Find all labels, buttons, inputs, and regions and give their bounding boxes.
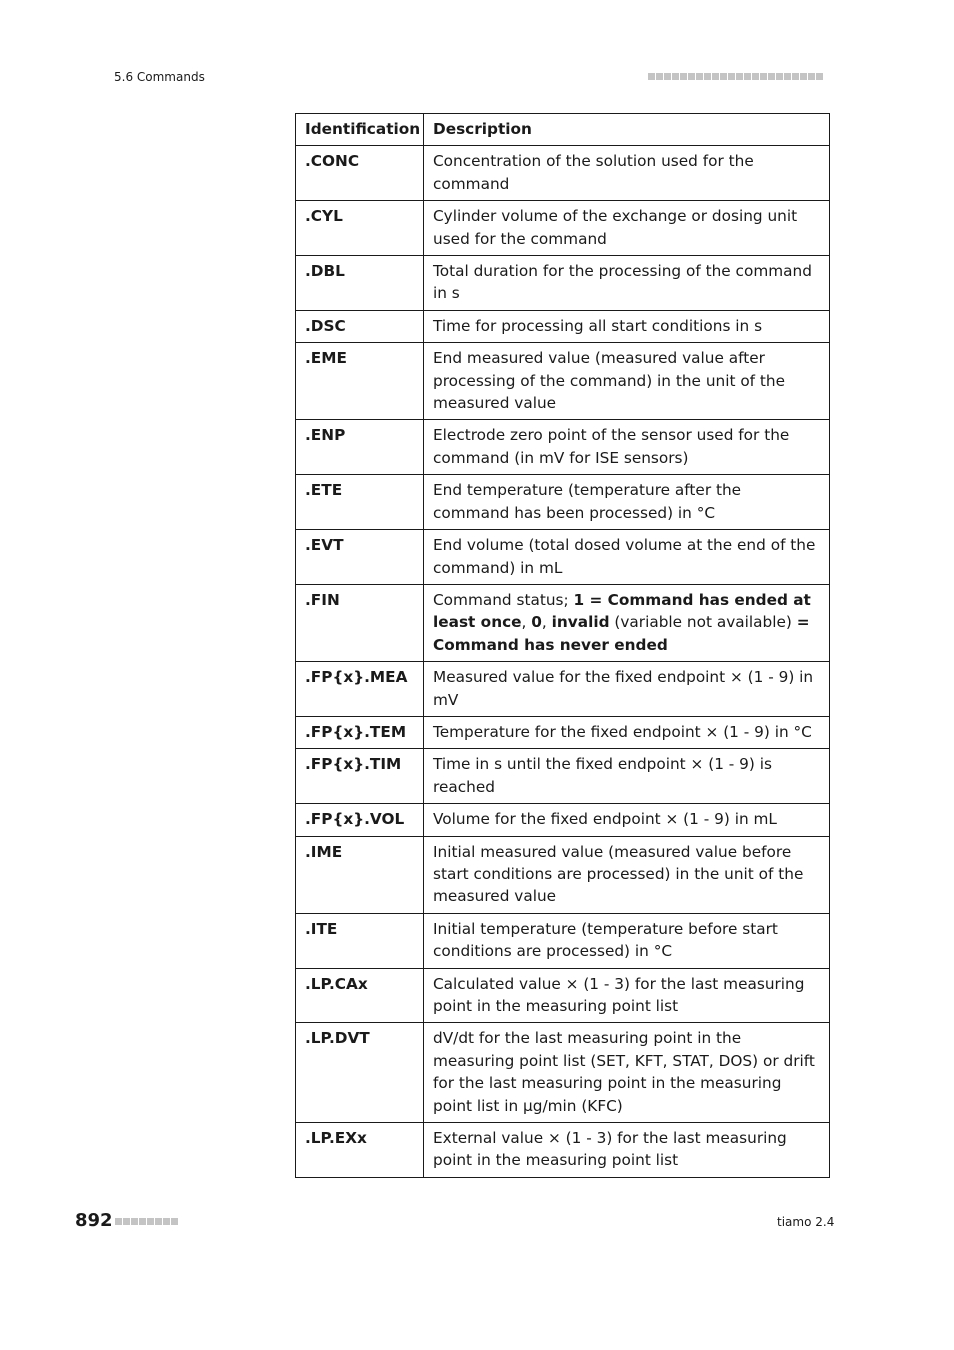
table-row [296, 749, 830, 804]
description-fragment: , [521, 613, 532, 632]
decoration-square [752, 73, 759, 80]
identification-cell: .EVT [296, 530, 424, 585]
table-row [296, 584, 830, 661]
decoration-square [728, 73, 735, 80]
identification-cell: .DBL [296, 256, 424, 311]
column-header-identification: Identification [296, 114, 424, 146]
description-fragment: 0 [531, 613, 542, 632]
product-name: tiamo 2.4 [777, 1215, 835, 1229]
table-row [296, 420, 830, 475]
identification-cell: .FP{x}.TIM [296, 749, 424, 804]
description-cell [424, 584, 830, 661]
identification-cell: .FP{x}.VOL [296, 804, 424, 836]
description-cell: End volume (total dosed volume at the end of the command) in mL [424, 530, 830, 585]
description-fragment: (variable not available) [609, 613, 797, 632]
table-row [296, 201, 830, 256]
decoration-square [656, 73, 663, 80]
decoration-square [139, 1218, 146, 1225]
section-header: 5.6 Commands [114, 70, 205, 84]
description-fragment: = Command has never ended [433, 613, 810, 654]
description-cell: Volume for the fixed endpoint × (1 - 9) in mL [424, 804, 830, 836]
decoration-square [704, 73, 711, 80]
identification-cell: .DSC [296, 310, 424, 342]
description-cell: Initial temperature (temperature before start conditions are processed) in °C [424, 913, 830, 968]
description-fragment: invalid [551, 613, 610, 632]
identification-cell: .FP{x}.MEA [296, 662, 424, 717]
decoration-square [131, 1218, 138, 1225]
column-header-description: Description [424, 114, 830, 146]
identification-cell: .LP.DVT [296, 1023, 424, 1123]
commands-table [295, 113, 830, 1178]
decoration-square [147, 1218, 154, 1225]
description-cell: Measured value for the fixed endpoint × (1 - 9) in mV [424, 662, 830, 717]
table-row [296, 716, 830, 748]
header-decoration [648, 73, 823, 80]
decoration-square [712, 73, 719, 80]
description-cell: Electrode zero point of the sensor used for the command (in mV for ISE sensors) [424, 420, 830, 475]
decoration-square [720, 73, 727, 80]
table-row [296, 662, 830, 717]
decoration-square [688, 73, 695, 80]
identification-cell: .FIN [296, 584, 424, 661]
table-row [296, 146, 830, 201]
description-fragment: 1 = Command has ended at least once [433, 590, 811, 632]
table-row [296, 1123, 830, 1178]
decoration-square [155, 1218, 162, 1225]
table-row [296, 530, 830, 585]
identification-cell: .EME [296, 343, 424, 420]
description-cell: Initial measured value (measured value before start conditions are processed) in the unit of the measured value [424, 836, 830, 913]
decoration-square [760, 73, 767, 80]
table-row [296, 475, 830, 530]
decoration-square [784, 73, 791, 80]
description-cell: dV/dt for the last measuring point in the measuring point list (SET, KFT, STAT, DOS) or drift for the last measuring point in the measuring point list in µg/min (KFC) [424, 1023, 830, 1123]
description-cell: Time in s until the fixed endpoint × (1 - 9) is reached [424, 749, 830, 804]
identification-cell: .CONC [296, 146, 424, 201]
decoration-square [648, 73, 655, 80]
table-row [296, 1023, 830, 1123]
identification-cell: .LP.CAx [296, 968, 424, 1023]
identification-cell: .ENP [296, 420, 424, 475]
decoration-square [768, 73, 775, 80]
decoration-square [800, 73, 807, 80]
table-row [296, 804, 830, 836]
description-fragment: , [541, 613, 552, 632]
identification-cell: .LP.EXx [296, 1123, 424, 1178]
description-cell: Cylinder volume of the exchange or dosing unit used for the command [424, 201, 830, 256]
decoration-square [672, 73, 679, 80]
decoration-square [808, 73, 815, 80]
identification-cell: .IME [296, 836, 424, 913]
description-cell: End temperature (temperature after the command has been processed) in °C [424, 475, 830, 530]
description-cell: Calculated value × (1 - 3) for the last measuring point in the measuring point list [424, 968, 830, 1023]
description-cell: Concentration of the solution used for the command [424, 146, 830, 201]
description-cell: Total duration for the processing of the command in s [424, 256, 830, 311]
decoration-square [664, 73, 671, 80]
description-cell: External value × (1 - 3) for the last measuring point in the measuring point list [424, 1123, 830, 1178]
table-row [296, 256, 830, 311]
table-row [296, 310, 830, 342]
description-cell: Time for processing all start conditions in s [424, 310, 830, 342]
footer-decoration [115, 1218, 178, 1225]
decoration-square [171, 1218, 178, 1225]
decoration-square [776, 73, 783, 80]
decoration-square [680, 73, 687, 80]
description-fragment: Command status; [433, 590, 574, 609]
decoration-square [123, 1218, 130, 1225]
description-cell: End measured value (measured value after processing of the command) in the unit of the measured value [424, 343, 830, 420]
table-row [296, 343, 830, 420]
identification-cell: .FP{x}.TEM [296, 716, 424, 748]
page-number: 892 [75, 1210, 113, 1231]
table-row [296, 836, 830, 913]
decoration-square [744, 73, 751, 80]
description-cell: Temperature for the fixed endpoint × (1 - 9) in °C [424, 716, 830, 748]
decoration-square [816, 73, 823, 80]
decoration-square [115, 1218, 122, 1225]
identification-cell: .ITE [296, 913, 424, 968]
decoration-square [736, 73, 743, 80]
decoration-square [163, 1218, 170, 1225]
table-header-row [296, 114, 830, 146]
decoration-square [696, 73, 703, 80]
table-row [296, 913, 830, 968]
table-row [296, 968, 830, 1023]
identification-cell: .CYL [296, 201, 424, 256]
identification-cell: .ETE [296, 475, 424, 530]
decoration-square [792, 73, 799, 80]
